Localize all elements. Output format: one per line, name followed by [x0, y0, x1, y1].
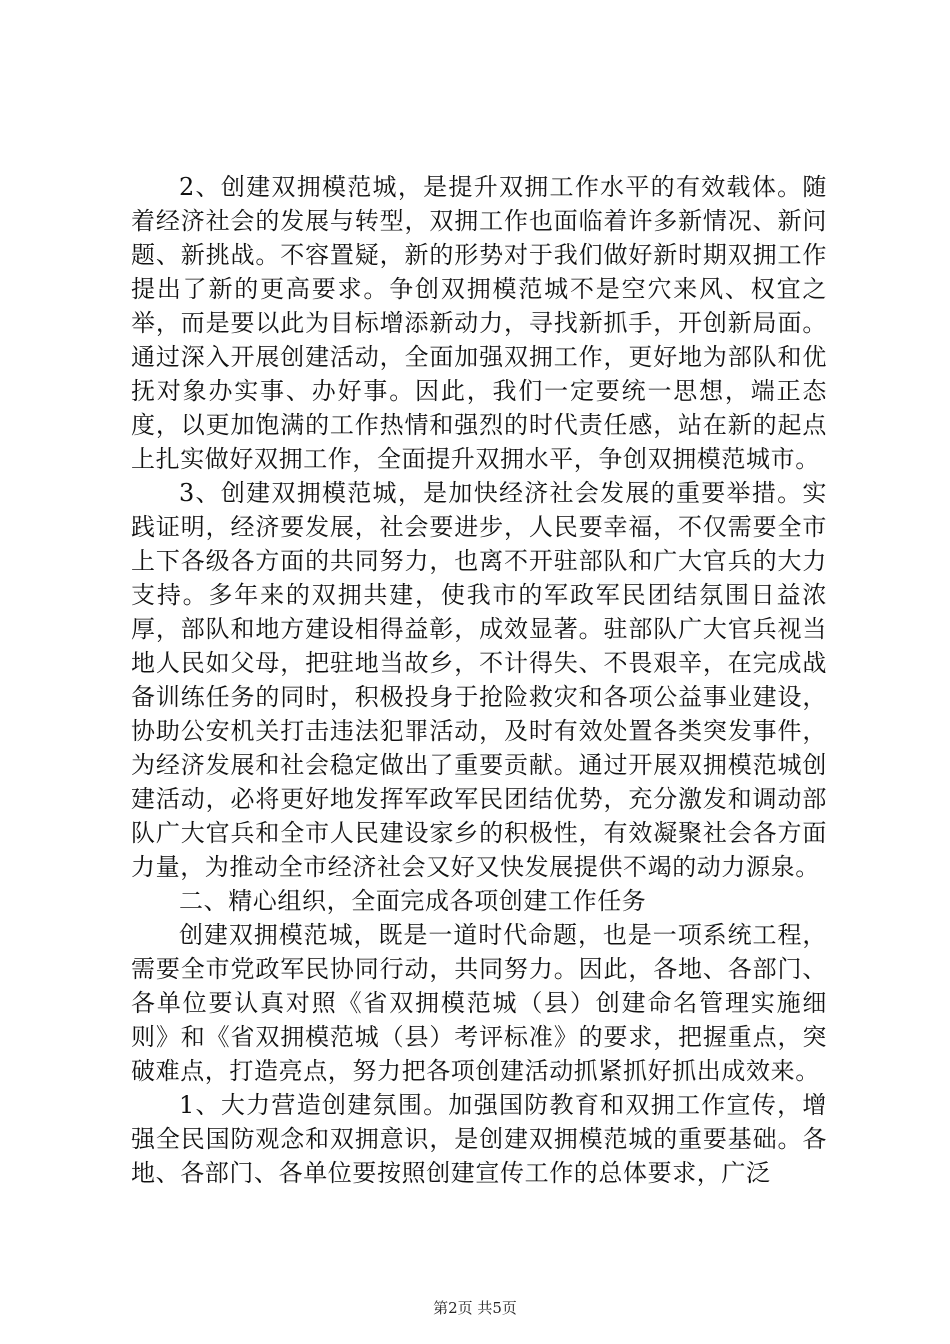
paragraph-item-2-model-city-carrier: 2、创建双拥模范城，是提升双拥工作水平的有效载体。随着经济社会的发展与转型，双拥工作也面临着许多新情况、新问题、新挑战。不容置疑，新的形势对于我们做好新时期双拥工作提出了新的更高要求。争创双拥模范城不是空穴来风、权宜之举，而是要以此为目标增添新动力，寻找新抓手，开创新局面。通过深入开展创建活动，全面加强双拥工作，更好地为部队和优抚对象办实事、办好事。因此，我们一定要统一思想，端正态度，以更加饱满的工作热情和强烈的时代责任感，站在新的起点上扎实做好双拥工作，全面提升双拥水平，争创双拥模范城市。 — [131, 173, 827, 473]
document-body — [131, 170, 827, 1190]
section-heading: 二、精心组织，全面完成各项创建工作任务 — [179, 887, 647, 915]
paragraph-item-3-economic-development: 3、创建双拥模范城，是加快经济社会发展的重要举措。实践证明，经济要发展，社会要进步，人民要幸福，不仅需要全市上下各级各方面的共同努力，也离不开驻部队和广大官兵的大力支持。多年来的双拥共建，使我市的军政军民团结氛围日益浓厚，部队和地方建设相得益彰，成效显著。驻部队广大官兵视当地人民如父母，把驻地当故乡，不计得失、不畏艰辛，在完成战备训练任务的同时，积极投身于抢险救灾和各项公益事业建设，协助公安机关打击违法犯罪活动，及时有效处置各类突发事件，为经济发展和社会稳定做出了重要贡献。通过开展双拥模范城创建活动，必将更好地发挥军政军民团结优势，充分激发和调动部队广大官兵和全市人民建设家乡的积极性，有效凝聚社会各方面力量，为推动全市经济社会又好又快发展提供不竭的动力源泉。 — [131, 479, 827, 881]
page-number-footer: 第2页 共5页 — [433, 1299, 517, 1317]
paragraph-section-intro: 创建双拥模范城，既是一道时代命题，也是一项系统工程，需要全市党政军民协同行动，共同努力。因此，各地、各部门、各单位要认真对照《省双拥模范城（县）创建命名管理实施细则》和《省双拥模范城（县）考评标准》的要求，把握重点，突破难点，打造亮点，努力把各项创建活动抓紧抓好抓出成效来。 — [131, 921, 827, 1085]
paragraph-item-1-atmosphere: 1、大力营造创建氛围。加强国防教育和双拥工作宣传，增强全民国防观念和双拥意识，是创建双拥模范城的重要基础。各地、各部门、各单位要按照创建宣传工作的总体要求，广泛 — [131, 1091, 827, 1187]
